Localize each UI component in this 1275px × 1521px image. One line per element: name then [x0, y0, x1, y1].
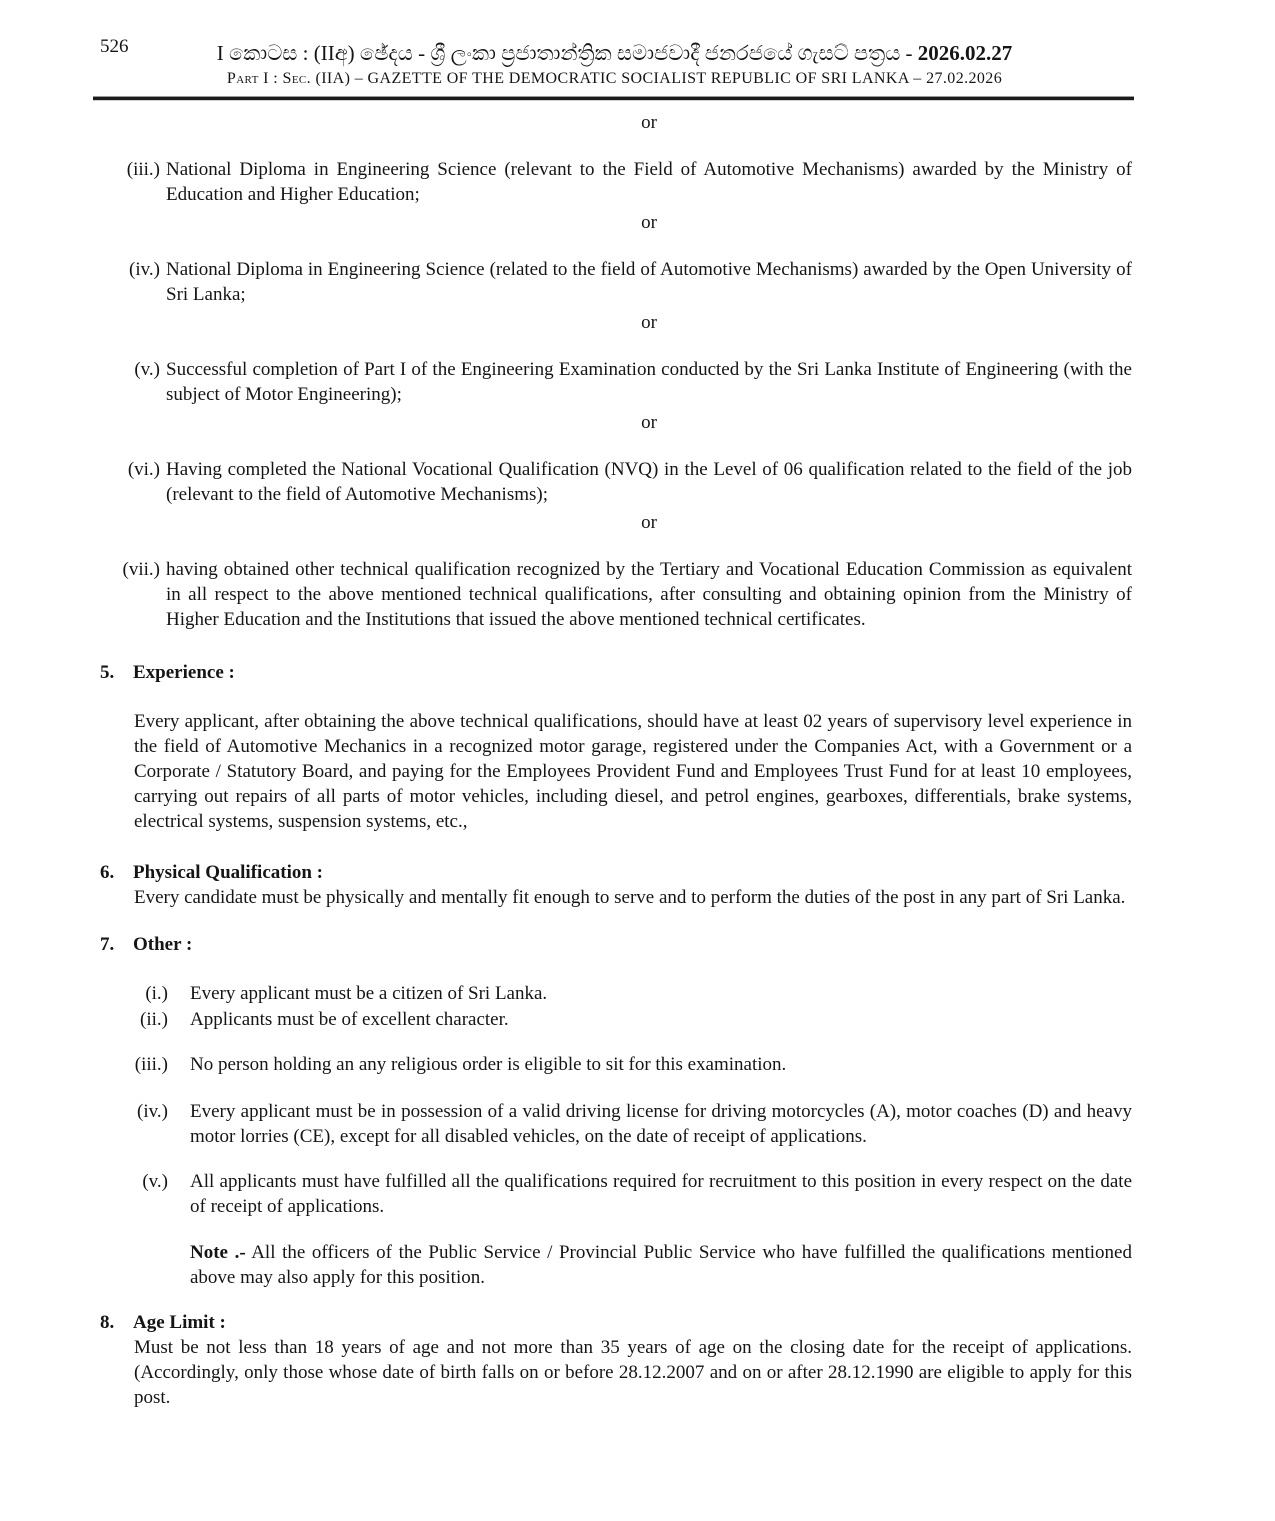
section-heading-experience [97, 660, 1132, 685]
or-separator: or [641, 512, 657, 533]
item-label: (vi.) [127, 459, 160, 480]
qualification-item [97, 257, 1132, 307]
item-label: (i.) [145, 983, 168, 1004]
item-text: Applicants must be of excellent character. [190, 1009, 509, 1030]
item-text: All applicants must have fulfilled all the qualifications required for recruitment to this position in every respect on the date of receipt of applications. [190, 1171, 1132, 1217]
header-sinhala-date: 2026.02.27 [917, 41, 1013, 65]
section-number: 8. [100, 1312, 115, 1333]
item-text: National Diploma in Engineering Science (relevant to the Field of Automotive Mechanisms) awarded by the Ministry of Education and Higher Education; [166, 159, 1132, 205]
section-title: Other : [133, 934, 193, 955]
item-text: Successful completion of Part I of the Engineering Examination conducted by the Sri Lanka Institute of Engineering (with the subject of Motor Engineering); [166, 359, 1132, 405]
other-condition-item [97, 981, 1132, 1006]
item-text: Every applicant must be a citizen of Sri Lanka. [190, 983, 548, 1004]
header-english-part-sec: Part I : Sec. (IIA) – [226, 70, 368, 87]
item-text: No person holding an any religious order is eligible to sit for this examination. [190, 1054, 787, 1075]
qualification-item [97, 457, 1132, 507]
header-english-title: GAZETTE OF THE DEMOCRATIC SOCIALIST REPUBLIC OF SRI LANKA – 27.02.2026 [367, 70, 1003, 87]
item-label: (v.) [142, 1171, 168, 1192]
item-label: (iv.) [129, 259, 160, 280]
or-separator: or [641, 112, 657, 133]
section-heading-other [97, 932, 1132, 957]
qualification-item [97, 357, 1132, 407]
qualification-list [97, 110, 1132, 632]
header-sinhala [97, 0, 1132, 66]
section-title: Age Limit : [133, 1312, 226, 1333]
qualification-item [97, 557, 1132, 632]
item-label: (iv.) [137, 1101, 168, 1122]
header-rule [93, 96, 1134, 101]
or-separator: or [641, 412, 657, 433]
section-number: 7. [100, 934, 115, 955]
physical-qualification-paragraph: Every candidate must be physically and mentally fit enough to serve and to perform the duties of the post in any part of Sri Lanka. [134, 887, 1126, 908]
or-separator: or [641, 312, 657, 333]
section-number: 5. [100, 662, 115, 683]
item-label: (v.) [134, 359, 160, 380]
note-text: All the officers of the Public Service / Provincial Public Service who have fulfilled the qualifications mentioned above may also apply for this position. [190, 1242, 1132, 1288]
section-heading-age-limit [97, 1310, 1132, 1335]
other-condition-item [97, 1099, 1132, 1149]
item-label: (ii.) [140, 1009, 168, 1030]
note-paragraph [190, 1240, 1132, 1290]
item-text: National Diploma in Engineering Science (related to the field of Automotive Mechanisms) awarded by the Open University of Sri Lanka; [166, 259, 1132, 305]
other-condition-item [97, 1007, 1132, 1032]
header-sinhala-text: I කොටස : (IIඅ) ඡේදය - ශ්‍රී ලංකා ප්‍රජාතාන්ත්‍රික සමාජවාදී ජනරජයේ ගැසට් පත්‍රය - [216, 41, 918, 65]
section-title: Physical Qualification : [133, 862, 323, 883]
item-text: Having completed the National Vocational Qualification (NVQ) in the Level of 06 qualification related to the field of the job (relevant to the field of Automotive Mechanisms); [166, 459, 1132, 505]
page-number: 526 [100, 36, 129, 57]
qualification-item [97, 157, 1132, 207]
header-english [97, 69, 1132, 89]
item-text: having obtained other technical qualification recognized by the Tertiary and Vocational Education Commission as equivalent in all respect to the above mentioned technical qualifications, after consulting and obtaining opinion from the Ministry of Higher Education and the Institutions that issued the above mentioned technical certificates. [166, 559, 1132, 630]
other-conditions-list [97, 981, 1132, 1219]
item-label: (iii.) [126, 159, 160, 180]
item-text: Every applicant must be in possession of a valid driving license for driving motorcycles (A), motor coaches (D) and heavy motor lorries (CE), except for all disabled vehicles, on the date of receipt of applications. [190, 1101, 1132, 1147]
section-number: 6. [100, 862, 115, 883]
other-condition-item [97, 1052, 1132, 1077]
item-label: (vii.) [122, 559, 160, 580]
section-title: Experience : [133, 662, 235, 683]
item-label: (iii.) [134, 1054, 168, 1075]
age-limit-paragraph: Must be not less than 18 years of age and not more than 35 years of age on the closing date for the receipt of applications. (Accordingly, only those whose date of birth falls on or before 28.12.2007 and on or after 28.12.1990 are eligible to apply for this post. [134, 1337, 1132, 1408]
other-condition-item [97, 1169, 1132, 1219]
note-label: Note .- [190, 1242, 246, 1263]
or-separator: or [641, 212, 657, 233]
experience-paragraph: Every applicant, after obtaining the above technical qualifications, should have at least 02 years of supervisory level experience in the field of Automotive Mechanics in a recognized motor garage, registered under the Companies Act, with a Government or a Corporate / Statutory Board, and paying for the Employees Provident Fund and Employees Trust Fund for at least 10 employees, carrying out repairs of all parts of motor vehicles, including diesel, and petrol engines, gearboxes, differentials, brake systems, electrical systems, suspension systems, etc., [134, 711, 1132, 832]
section-heading-physical-qualification [97, 860, 1132, 885]
